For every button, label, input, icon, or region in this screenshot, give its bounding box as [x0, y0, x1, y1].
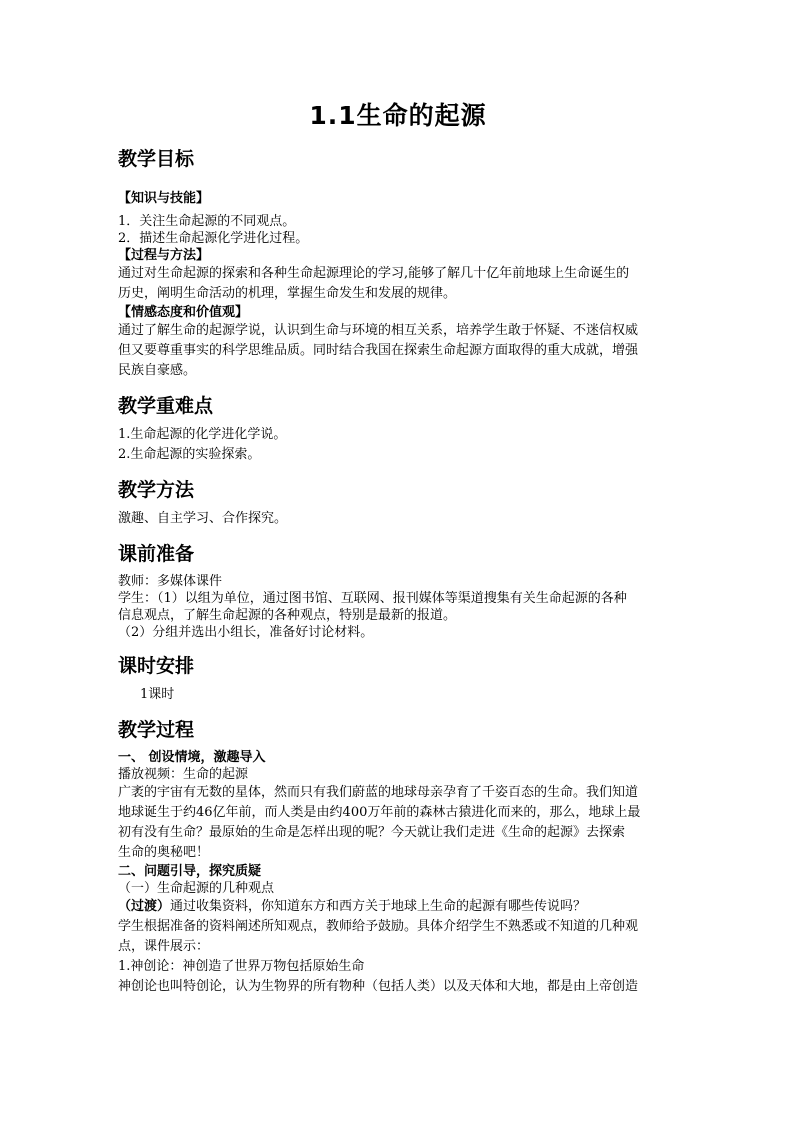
key-points-heading: 教学重难点	[118, 395, 214, 417]
emotion-text-line-2: 但又要尊重事实的科学思维品质。同时结合我国在探索生命起源方面取得的重大成就，增强	[118, 343, 639, 358]
process-video: 播放视频：生命的起源	[118, 767, 249, 782]
process-sub-1: （一）生命起源的几种观点	[118, 881, 275, 896]
process-label: 【过程与方法】	[118, 248, 210, 263]
process-text-line-2: 历史，阐明生命活动的机理，掌握生命发生和发展的规律。	[118, 286, 457, 301]
document-page	[118, 96, 678, 997]
transition-label: （过渡）	[118, 899, 171, 914]
process-step-1: 一、 创设情境，激趣导入	[118, 750, 266, 765]
process-intro-line-2: 地球诞生于约46亿年前，而人类是由约400万年前的森林古猿进化而来的，那么，地球上最	[118, 805, 641, 820]
process-student-line-1: 学生根据准备的资料阐述所知观点，教师给予鼓励。具体介绍学生不熟悉或不知道的几种观	[118, 919, 639, 934]
key-point-item-2: 2.生命起源的实验探索。	[118, 447, 261, 462]
emotion-text-line-1: 通过了解生命的起源学说，认识到生命与环境的相互关系，培养学生敢于怀疑、不迷信权威	[118, 323, 639, 338]
preparation-heading: 课前准备	[118, 543, 195, 565]
creation-title: 1.神创论：神创造了世界万物包括原始生命	[118, 959, 365, 974]
preparation-line-2: 学生：（1）以组为单位，通过图书馆、互联网、报刊媒体等渠道搜集有关生命起源的各种	[118, 591, 627, 606]
process-intro-line-1: 广袤的宇宙有无数的星体，然而只有我们蔚蓝的地球母亲孕育了千姿百态的生命。我们知道	[118, 785, 639, 800]
process-intro-line-3: 初有没有生命？最原始的生命是怎样出现的呢？今天就让我们走进《生命的起源》去探索	[118, 825, 626, 840]
process-intro-line-4: 生命的奥秘吧！	[118, 845, 210, 860]
preparation-line-3: 信息观点，了解生命起源的各种观点，特别是最新的报道。	[118, 608, 457, 623]
key-point-item-1: 1.生命起源的化学进化学说。	[118, 427, 287, 442]
methods-text: 激趣、自主学习、合作探究。	[118, 511, 288, 526]
preparation-line-4: （2）分组并选出小组长，准备好讨论材料。	[118, 625, 374, 640]
methods-heading: 教学方法	[118, 479, 195, 501]
document-title: 1.1生命的起源	[309, 101, 487, 130]
transition-text: 通过收集资料，你知道东方和西方关于地球上生命的起源有哪些传说吗？	[170, 899, 587, 914]
emotion-label: 【情感态度和价值观】	[118, 305, 249, 320]
process-step-2: 二、问题引导，探究质疑	[118, 864, 262, 879]
process-heading: 教学过程	[118, 719, 195, 741]
schedule-text: 1课时	[140, 687, 175, 702]
process-text-line-1: 通过对生命起源的探索和各种生命起源理论的学习,能够了解几十亿年前地球上生命诞生的	[118, 266, 630, 281]
process-transition	[118, 897, 678, 917]
knowledge-item-2: 2．描述生命起源化学进化过程。	[118, 231, 309, 246]
creation-text: 神创论也叫特创论，认为生物界的所有物种（包括人类）以及天体和大地，都是由上帝创造	[118, 979, 639, 994]
schedule-heading: 课时安排	[118, 655, 195, 677]
process-student-line-2: 点，课件展示：	[118, 939, 210, 954]
goals-heading: 教学目标	[118, 148, 195, 170]
knowledge-item-1: 1．关注生命起源的不同观点。	[118, 214, 296, 229]
preparation-line-1: 教师：多媒体课件	[118, 574, 223, 589]
knowledge-label: 【知识与技能】	[118, 191, 210, 206]
emotion-text-line-3: 民族自豪感。	[118, 363, 197, 378]
